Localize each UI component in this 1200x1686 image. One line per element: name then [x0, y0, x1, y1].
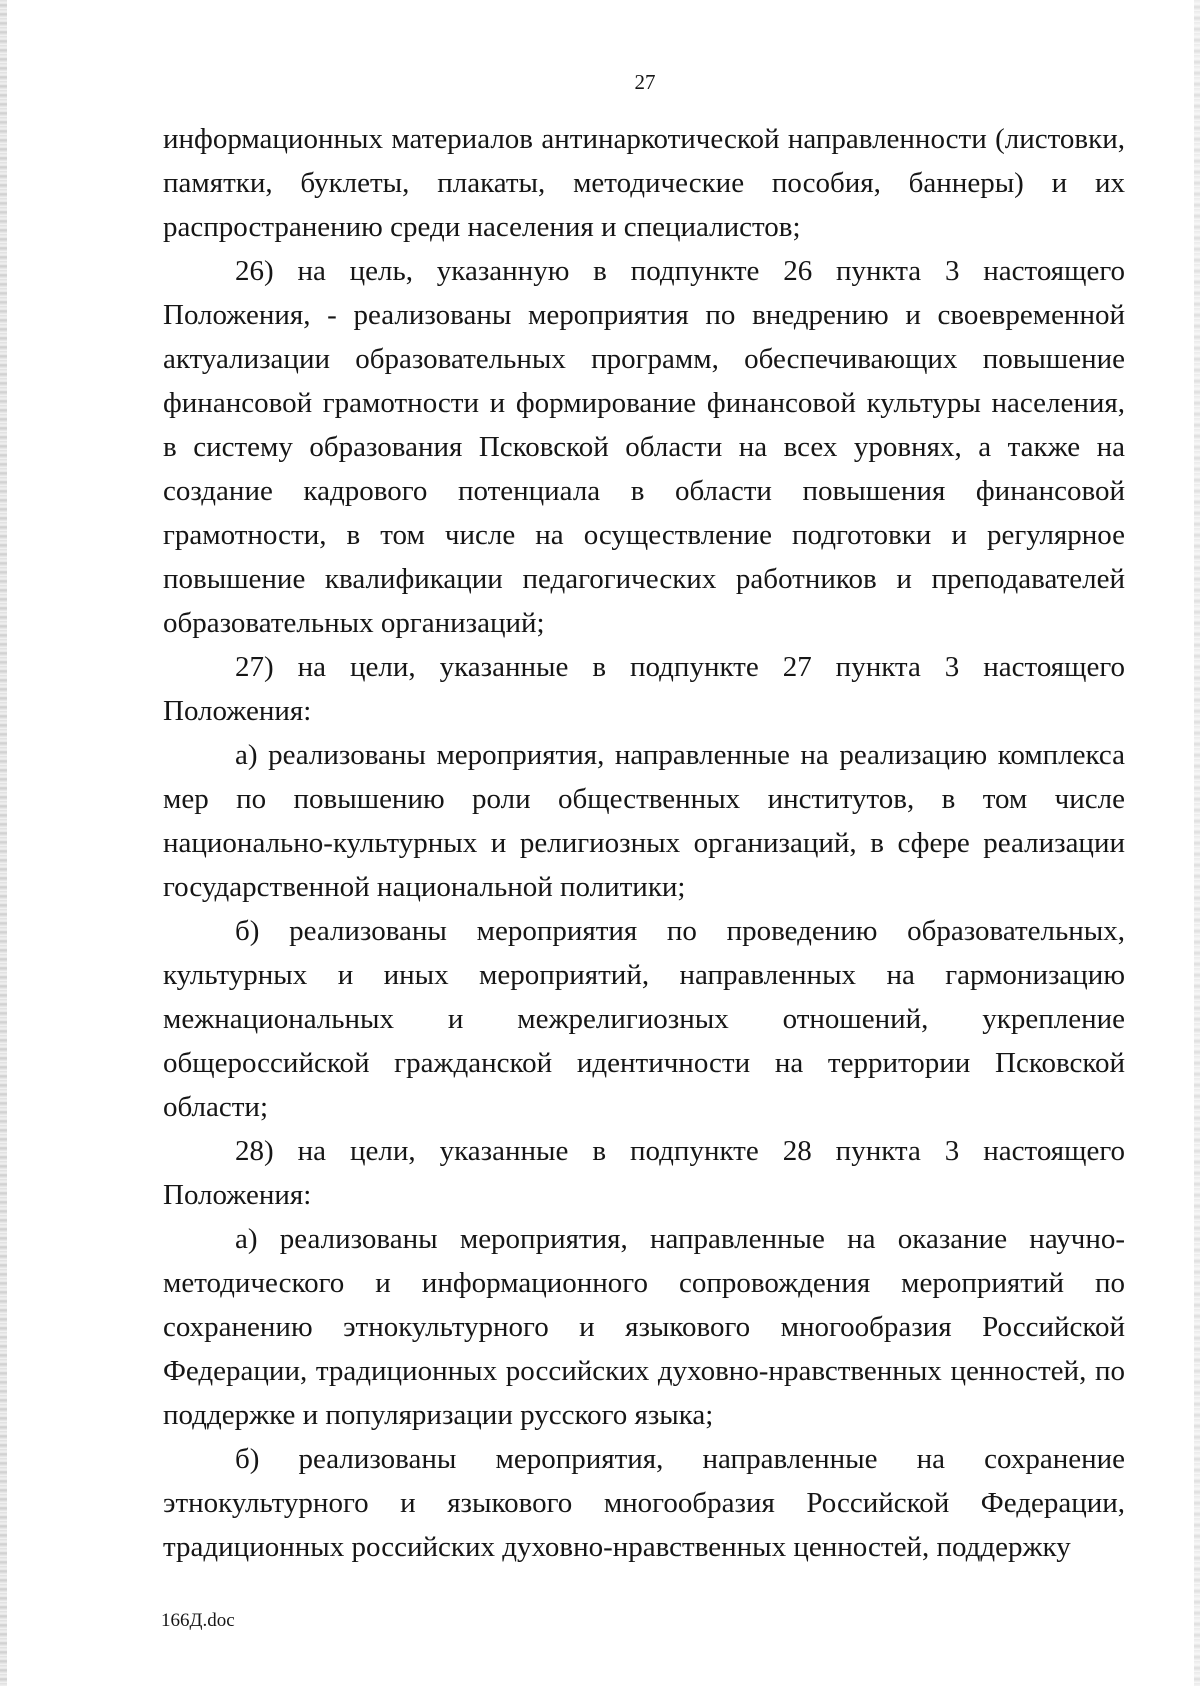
paragraph-item-27-b: б) реализованы мероприятия по проведению образовательных, культурных и иных мероприятий, направленных на гармонизацию межнациональных и межрелигиозных отношений, укрепление общероссийской гражданской идентичности на территории Псковской области;: [163, 915, 1125, 1123]
document-body: [163, 117, 1125, 1569]
scan-edge-left: [0, 0, 7, 1686]
paragraph-item-28-a: а) реализованы мероприятия, направленные на оказание научно-методического и информационного сопровождения мероприятий по сохранению этнокультурного и языкового многообразия Российской Федерации, традиционных российских духовно-нравственных ценностей, по поддержке и популяризации русского языка;: [163, 1223, 1125, 1431]
footer-file-name: 166Д.doc: [161, 1610, 235, 1631]
paragraph-item-28: 28) на цели, указанные в подпункте 28 пункта 3 настоящего Положения:: [163, 1135, 1125, 1211]
paragraph-item-27-a: а) реализованы мероприятия, направленные на реализацию комплекса мер по повышению роли общественных институтов, в том числе национально-культурных и религиозных организаций, в сфере реализации государственной национальной политики;: [163, 739, 1125, 903]
paragraph-item-28-b: б) реализованы мероприятия, направленные на сохранение этнокультурного и языкового многообразия Российской Федерации, традиционных российских духовно-нравственных ценностей, поддержку: [163, 1443, 1125, 1563]
scan-edge-right: [1194, 0, 1200, 1686]
paragraph-item-26: 26) на цель, указанную в подпункте 26 пункта 3 настоящего Положения, - реализованы мероприятия по внедрению и своевременной актуализации образовательных программ, обеспечивающих повышение финансовой грамотности и формирование финансовой культуры населения, в систему образования Псковской области на всех уровнях, а также на создание кадрового потенциала в области повышения финансовой грамотности, в том числе на осуществление подготовки и регулярное повышение квалификации педагогических работников и преподавателей образовательных организаций;: [163, 255, 1125, 639]
paragraph-item-27: 27) на цели, указанные в подпункте 27 пункта 3 настоящего Положения:: [163, 651, 1125, 727]
page-number: 27: [634, 70, 656, 94]
paragraph-continuation: информационных материалов антинаркотической направленности (листовки, памятки, буклеты, плакаты, методические пособия, баннеры) и их распространению среди населения и специалистов;: [163, 123, 1125, 243]
